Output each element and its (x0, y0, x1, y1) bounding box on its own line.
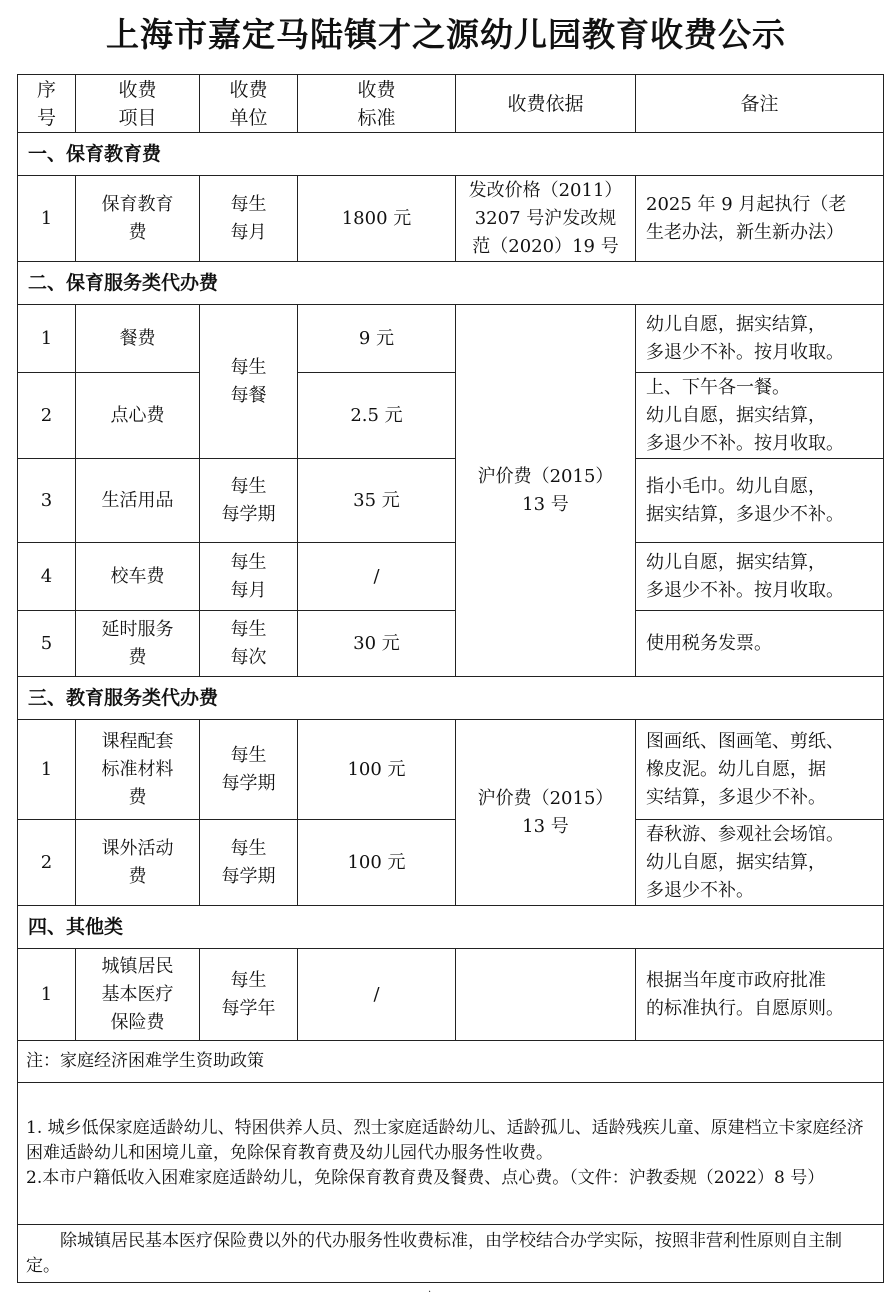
header-no: 序 号 (18, 75, 76, 133)
table-row (18, 820, 884, 906)
notes-body (18, 1083, 884, 1225)
header-remark: 备注 (636, 75, 884, 133)
section-row (18, 677, 884, 720)
table-row (18, 176, 884, 262)
notes-footer-row (18, 1225, 884, 1283)
notes-footer-text: 除城镇居民基本医疗保险费以外的代办服务性收费标准，由学校结合办学实际，按照非营利性原则自主制定。 (26, 1230, 842, 1276)
cell-standard: 100 元 (298, 720, 456, 820)
cell-item: 课外活动 费 (76, 820, 200, 906)
cell-item: 延时服务 费 (76, 611, 200, 677)
cell-no: 2 (18, 820, 76, 906)
cell-remark: 根据当年度市政府批准 的标准执行。自愿原则。 (636, 949, 884, 1041)
cell-standard: 1800 元 (298, 176, 456, 262)
notes-title: 注：家庭经济困难学生资助政策 (18, 1041, 884, 1083)
cell-no: 1 (18, 305, 76, 373)
cell-basis: 沪价费（2015） 13 号 (456, 305, 636, 677)
cell-unit: 每生 每月 (200, 543, 298, 611)
section-row (18, 262, 884, 305)
cell-remark: 图画纸、图画笔、剪纸、 橡皮泥。幼儿自愿，据 实结算，多退少不补。 (636, 720, 884, 820)
cell-standard: / (298, 949, 456, 1041)
section-row (18, 906, 884, 949)
cell-item: 课程配套 标准材料 费 (76, 720, 200, 820)
cell-standard: 35 元 (298, 459, 456, 543)
cell-standard: 2.5 元 (298, 373, 456, 459)
cell-basis (456, 949, 636, 1041)
cell-no: 4 (18, 543, 76, 611)
table-header-row (18, 75, 884, 133)
cell-unit: 每生 每学期 (200, 820, 298, 906)
table-row (18, 305, 884, 373)
cell-remark: 上、下午各一餐。 幼儿自愿，据实结算， 多退少不补。按月收取。 (636, 373, 884, 459)
table-row (18, 459, 884, 543)
section-title-3: 三、教育服务类代办费 (18, 677, 884, 720)
cell-unit: 每生 每月 (200, 176, 298, 262)
cell-no: 1 (18, 720, 76, 820)
cell-no: 1 (18, 176, 76, 262)
cell-unit: 每生 每学期 (200, 720, 298, 820)
notes-body-row (18, 1083, 884, 1225)
notes-title-row (18, 1041, 884, 1083)
header-unit: 收费 单位 (200, 75, 298, 133)
section-title-4: 四、其他类 (18, 906, 884, 949)
cell-remark: 使用税务发票。 (636, 611, 884, 677)
table-row (18, 720, 884, 820)
cell-remark: 春秋游、参观社会场馆。 幼儿自愿，据实结算， 多退少不补。 (636, 820, 884, 906)
cell-remark: 指小毛巾。幼儿自愿， 据实结算，多退少不补。 (636, 459, 884, 543)
header-standard: 收费 标准 (298, 75, 456, 133)
page-title: 上海市嘉定马陆镇才之源幼儿园教育收费公示 (106, 15, 786, 54)
cell-remark: 2025 年 9 月起执行（老 生老办法，新生新办法） (636, 176, 884, 262)
table-row (18, 949, 884, 1041)
page-mark: · (428, 1287, 432, 1298)
cell-no: 2 (18, 373, 76, 459)
cell-no: 1 (18, 949, 76, 1041)
cell-remark: 幼儿自愿，据实结算， 多退少不补。按月收取。 (636, 305, 884, 373)
cell-standard: 9 元 (298, 305, 456, 373)
notes-footer (18, 1225, 884, 1283)
cell-standard: 30 元 (298, 611, 456, 677)
cell-item: 校车费 (76, 543, 200, 611)
cell-standard: / (298, 543, 456, 611)
cell-no: 3 (18, 459, 76, 543)
cell-no: 5 (18, 611, 76, 677)
fee-table (17, 74, 884, 1283)
header-item: 收费 项目 (76, 75, 200, 133)
cell-item: 生活用品 (76, 459, 200, 543)
section-row (18, 133, 884, 176)
section-title-2: 二、保育服务类代办费 (18, 262, 884, 305)
cell-unit: 每生 每餐 (200, 305, 298, 459)
cell-item: 城镇居民 基本医疗 保险费 (76, 949, 200, 1041)
note-item-2: 2.本市户籍低收入困难家庭适龄幼儿，免除保育教育费及餐费、点心费。（文件：沪教委规（2022）8 号） (26, 1168, 825, 1188)
cell-item: 餐费 (76, 305, 200, 373)
cell-standard: 100 元 (298, 820, 456, 906)
table-row (18, 373, 884, 459)
cell-unit: 每生 每学期 (200, 459, 298, 543)
header-basis: 收费依据 (456, 75, 636, 133)
table-row (18, 611, 884, 677)
cell-item: 保育教育 费 (76, 176, 200, 262)
note-item-1: 1. 城乡低保家庭适龄幼儿、特困供养人员、烈士家庭适龄幼儿、适龄孤儿、适龄残疾儿童、原建档立卡家庭经济困难适龄幼儿和困境儿童，免除保育教育费及幼儿园代办服务性收费。 (26, 1118, 864, 1163)
cell-remark: 幼儿自愿，据实结算， 多退少不补。按月收取。 (636, 543, 884, 611)
section-title-1: 一、保育教育费 (18, 133, 884, 176)
cell-basis: 发改价格（2011） 3207 号沪发改规 范（2020）19 号 (456, 176, 636, 262)
cell-item: 点心费 (76, 373, 200, 459)
cell-unit: 每生 每次 (200, 611, 298, 677)
cell-unit: 每生 每学年 (200, 949, 298, 1041)
cell-basis: 沪价费（2015） 13 号 (456, 720, 636, 906)
table-row (18, 543, 884, 611)
